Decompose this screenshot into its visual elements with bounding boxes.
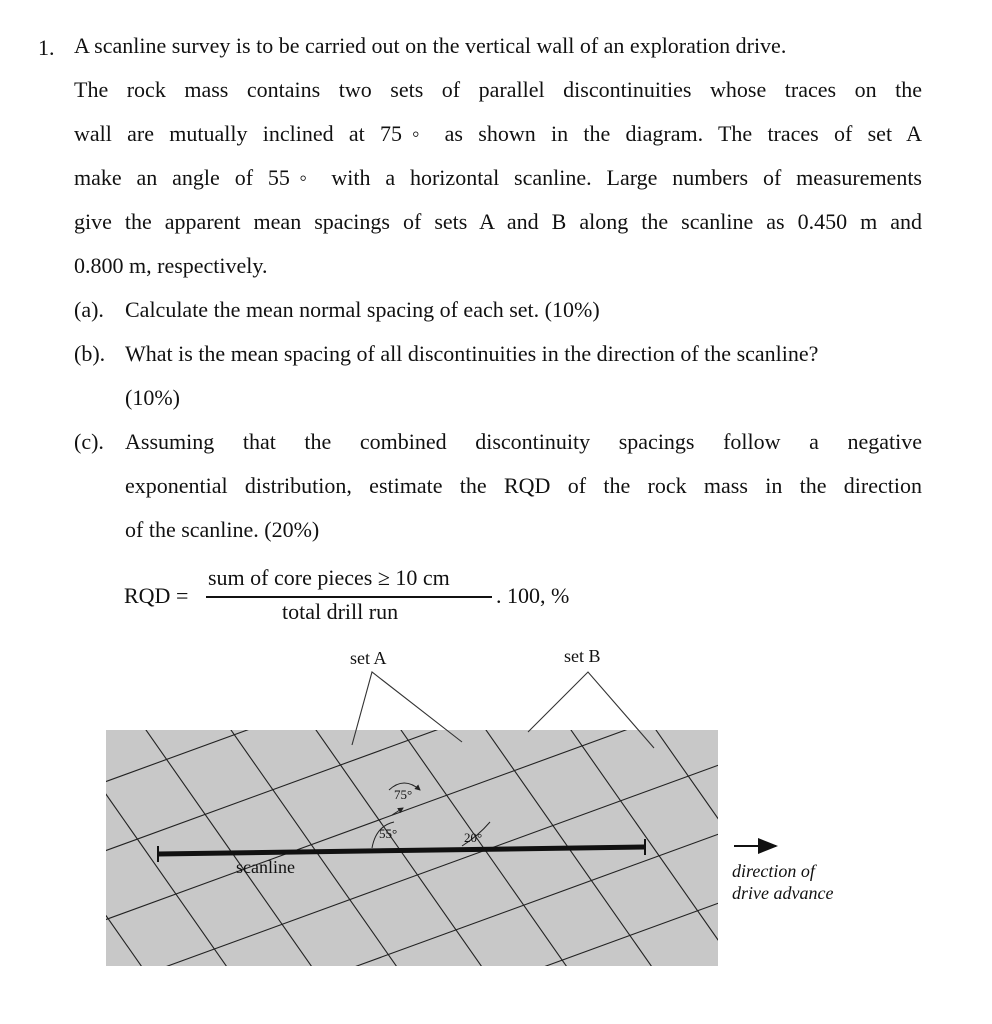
angle-20-label: 20° — [464, 830, 483, 845]
part-b-label: (b). — [74, 341, 106, 366]
set-a-label: set A — [350, 648, 387, 668]
part-a-label: (a). — [74, 297, 104, 322]
question-number: 1. — [38, 35, 55, 60]
set-b-label: set B — [564, 646, 601, 666]
part-c-label: (c). — [74, 429, 104, 454]
angle-75-label: 75° — [394, 787, 413, 802]
direction-label-2: drive advance — [732, 883, 834, 903]
question-line-2: The rock mass contains two sets of parallel discontinuities whose traces on the — [74, 77, 922, 102]
question-line-4: make an angle of 55◦ with a horizontal scanline. Large numbers of measurements — [74, 165, 922, 190]
part-b-text-2: (10%) — [125, 385, 180, 410]
formula-lhs: RQD = — [124, 583, 189, 608]
part-b-text: What is the mean spacing of all discontinuities in the direction of the scanline? — [125, 341, 819, 366]
formula-numerator: sum of core pieces ≥ 10 cm — [208, 565, 450, 590]
angle-55-label: 55° — [379, 826, 398, 841]
scanline-label: scanline — [236, 857, 295, 877]
part-c-line-2: exponential distribution, estimate the RQD of the rock mass in the direction — [125, 473, 922, 498]
question-line-3: wall are mutually inclined at 75◦ as shown in the diagram. The traces of set A — [74, 121, 922, 146]
formula-rhs: . 100, % — [496, 583, 570, 608]
direction-label-1: direction of — [732, 861, 815, 881]
formula-denominator: total drill run — [282, 599, 399, 624]
part-c-line-1: Assuming that the combined discontinuity spacings follow a negative — [125, 429, 922, 454]
question-line-1: A scanline survey is to be carried out on the vertical wall of an exploration drive. — [74, 33, 787, 58]
part-c-line-3: of the scanline. (20%) — [125, 517, 320, 542]
question-line-5: give the apparent mean spacings of sets A and B along the scanline as 0.450 m and — [74, 209, 922, 234]
question-line-6: 0.800 m, respectively. — [74, 253, 268, 278]
part-a-text: Calculate the mean normal spacing of each set. (10%) — [125, 297, 600, 322]
